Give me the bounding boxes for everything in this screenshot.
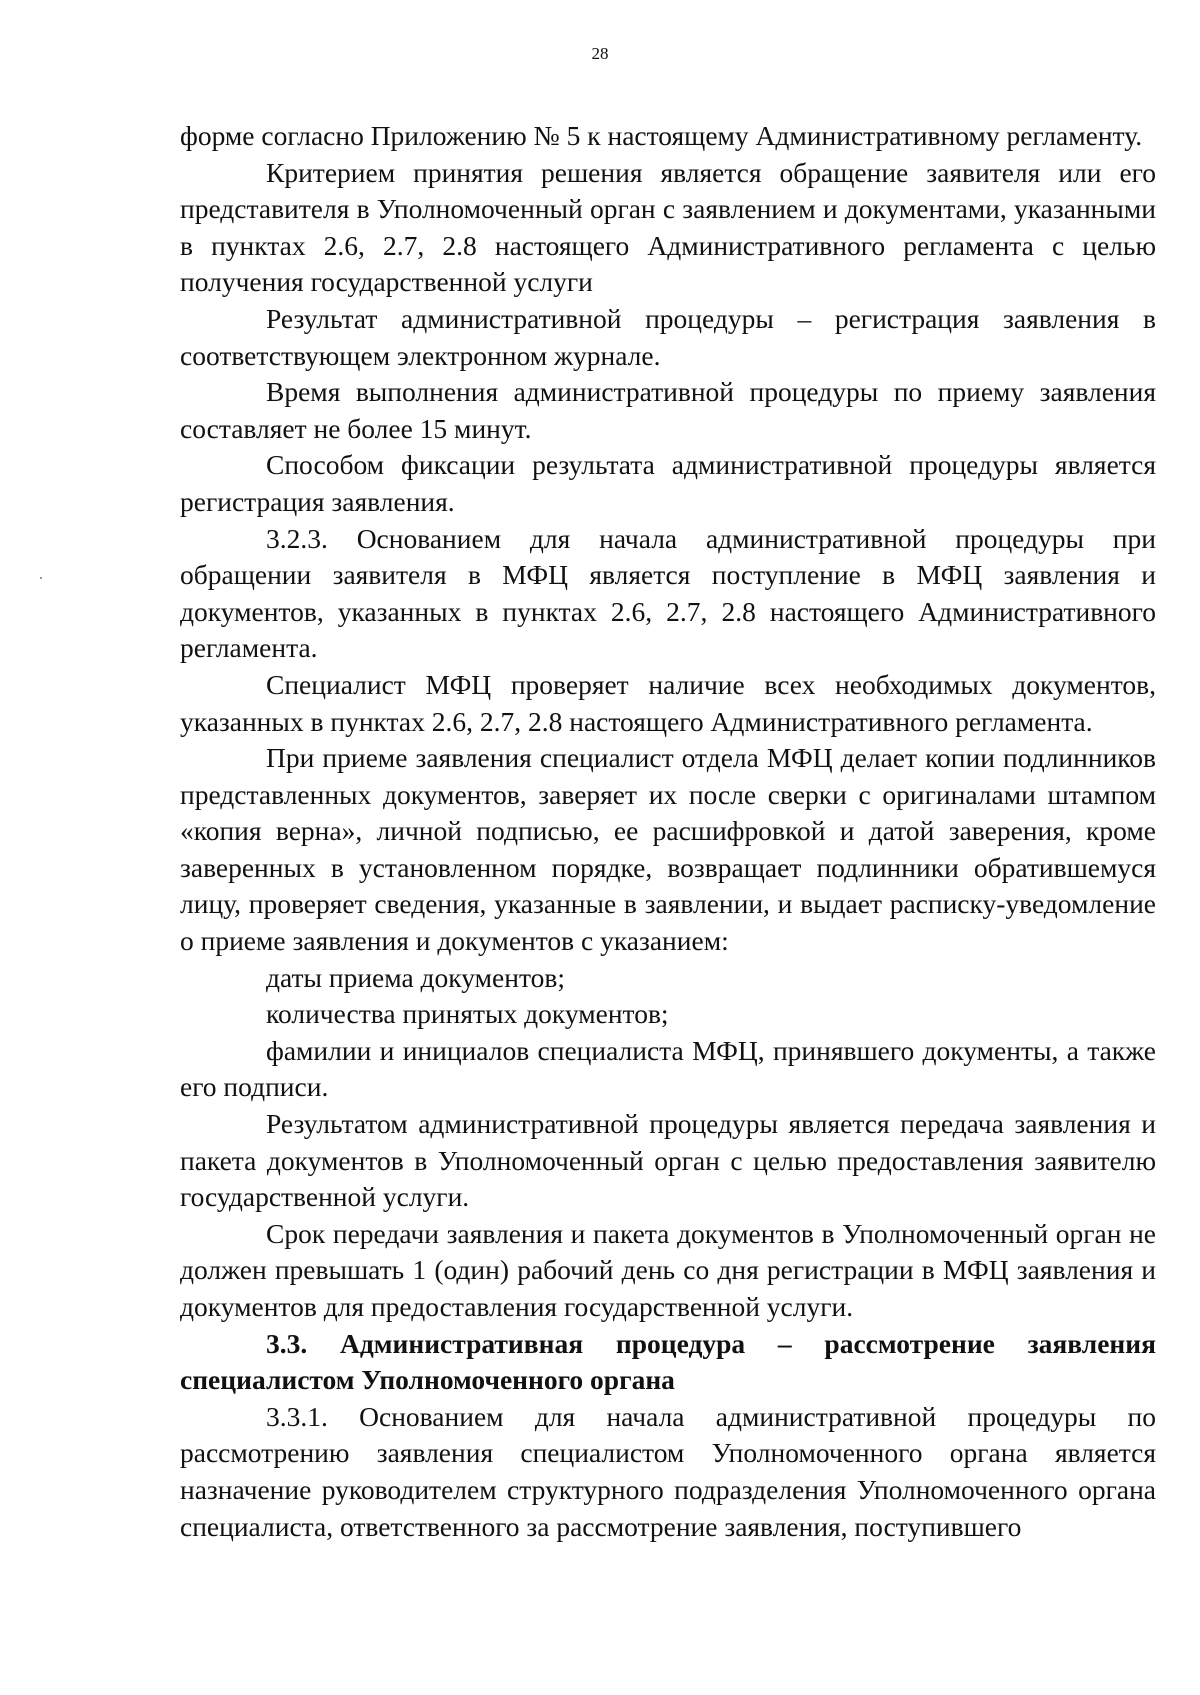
paragraph-mfc-specialist-check: Специалист МФЦ проверяет наличие всех необходимых документов, указанных в пунктах 2.6, 2.7, 2.8 настоящего Административного регламента. xyxy=(180,668,1156,737)
section-heading-3-3: 3.3. Административная процедура – рассмотрение заявления специалистом Уполномоченного органа xyxy=(180,1327,1156,1396)
list-item-acceptance-date: даты приема документов; xyxy=(266,961,565,993)
list-item-specialist-name: фамилии и инициалов специалиста МФЦ, принявшего документы, а также его подписи. xyxy=(180,1034,1156,1103)
scan-speck xyxy=(40,577,42,579)
paragraph-acceptance-procedure: При приеме заявления специалист отдела МФЦ делает копии подлинников представленных документов, заверяет их после сверки с оригиналами штампом «копия верна», личной подписью, ее расшифровкой и датой заверения, кроме заверенных в установленном порядке, возвращает подлинники обратившемуся лицу, проверяет сведения, указанные в заявлении, и выдает расписку-уведомление о приеме заявления и документов с указанием: xyxy=(180,742,1156,957)
paragraph-result: Результат административной процедуры – регистрация заявления в соответствующем электронном журнале. xyxy=(180,302,1156,371)
document-body xyxy=(180,118,1156,1545)
paragraph-transfer-deadline: Срок передачи заявления и пакета документов в Уполномоченный орган не должен превышать 1 (один) рабочий день со дня регистрации в МФЦ заявления и документов для предоставления государственной услуги. xyxy=(180,1217,1156,1322)
paragraph-procedure-result: Результатом административной процедуры является передача заявления и пакета документов в Уполномоченный орган с целью предоставления заявителю государственной услуги. xyxy=(180,1108,1156,1213)
paragraph-criterion: Критерием принятия решения является обращение заявителя или его представителя в Уполномоченный орган с заявлением и документами, указанными в пунктах 2.6, 2.7, 2.8 настоящего Административного регламента с целью получения государственной услуги xyxy=(180,156,1156,298)
paragraph-3-3-1: 3.3.1. Основанием для начала административной процедуры по рассмотрению заявления специалистом Уполномоченного органа является назначение руководителем структурного подразделения Уполномоченного органа специалиста, ответственного за рассмотрение заявления, поступившего xyxy=(180,1400,1156,1542)
paragraph-continuation: форме согласно Приложению № 5 к настоящему Административному регламенту. xyxy=(180,120,1143,151)
paragraph-3-2-3: 3.2.3. Основанием для начала административной процедуры при обращении заявителя в МФЦ является поступление в МФЦ заявления и документов, указанных в пунктах 2.6, 2.7, 2.8 настоящего Административного регламента. xyxy=(180,522,1156,664)
list-item-documents-count: количества принятых документов; xyxy=(266,998,669,1030)
paragraph-execution-time: Время выполнения административной процедуры по приему заявления составляет не более 15 минут. xyxy=(180,376,1156,444)
paragraph-fixation-method: Способом фиксации результата административной процедуры является регистрация заявления. xyxy=(180,449,1156,517)
page-number: 28 xyxy=(591,44,609,63)
